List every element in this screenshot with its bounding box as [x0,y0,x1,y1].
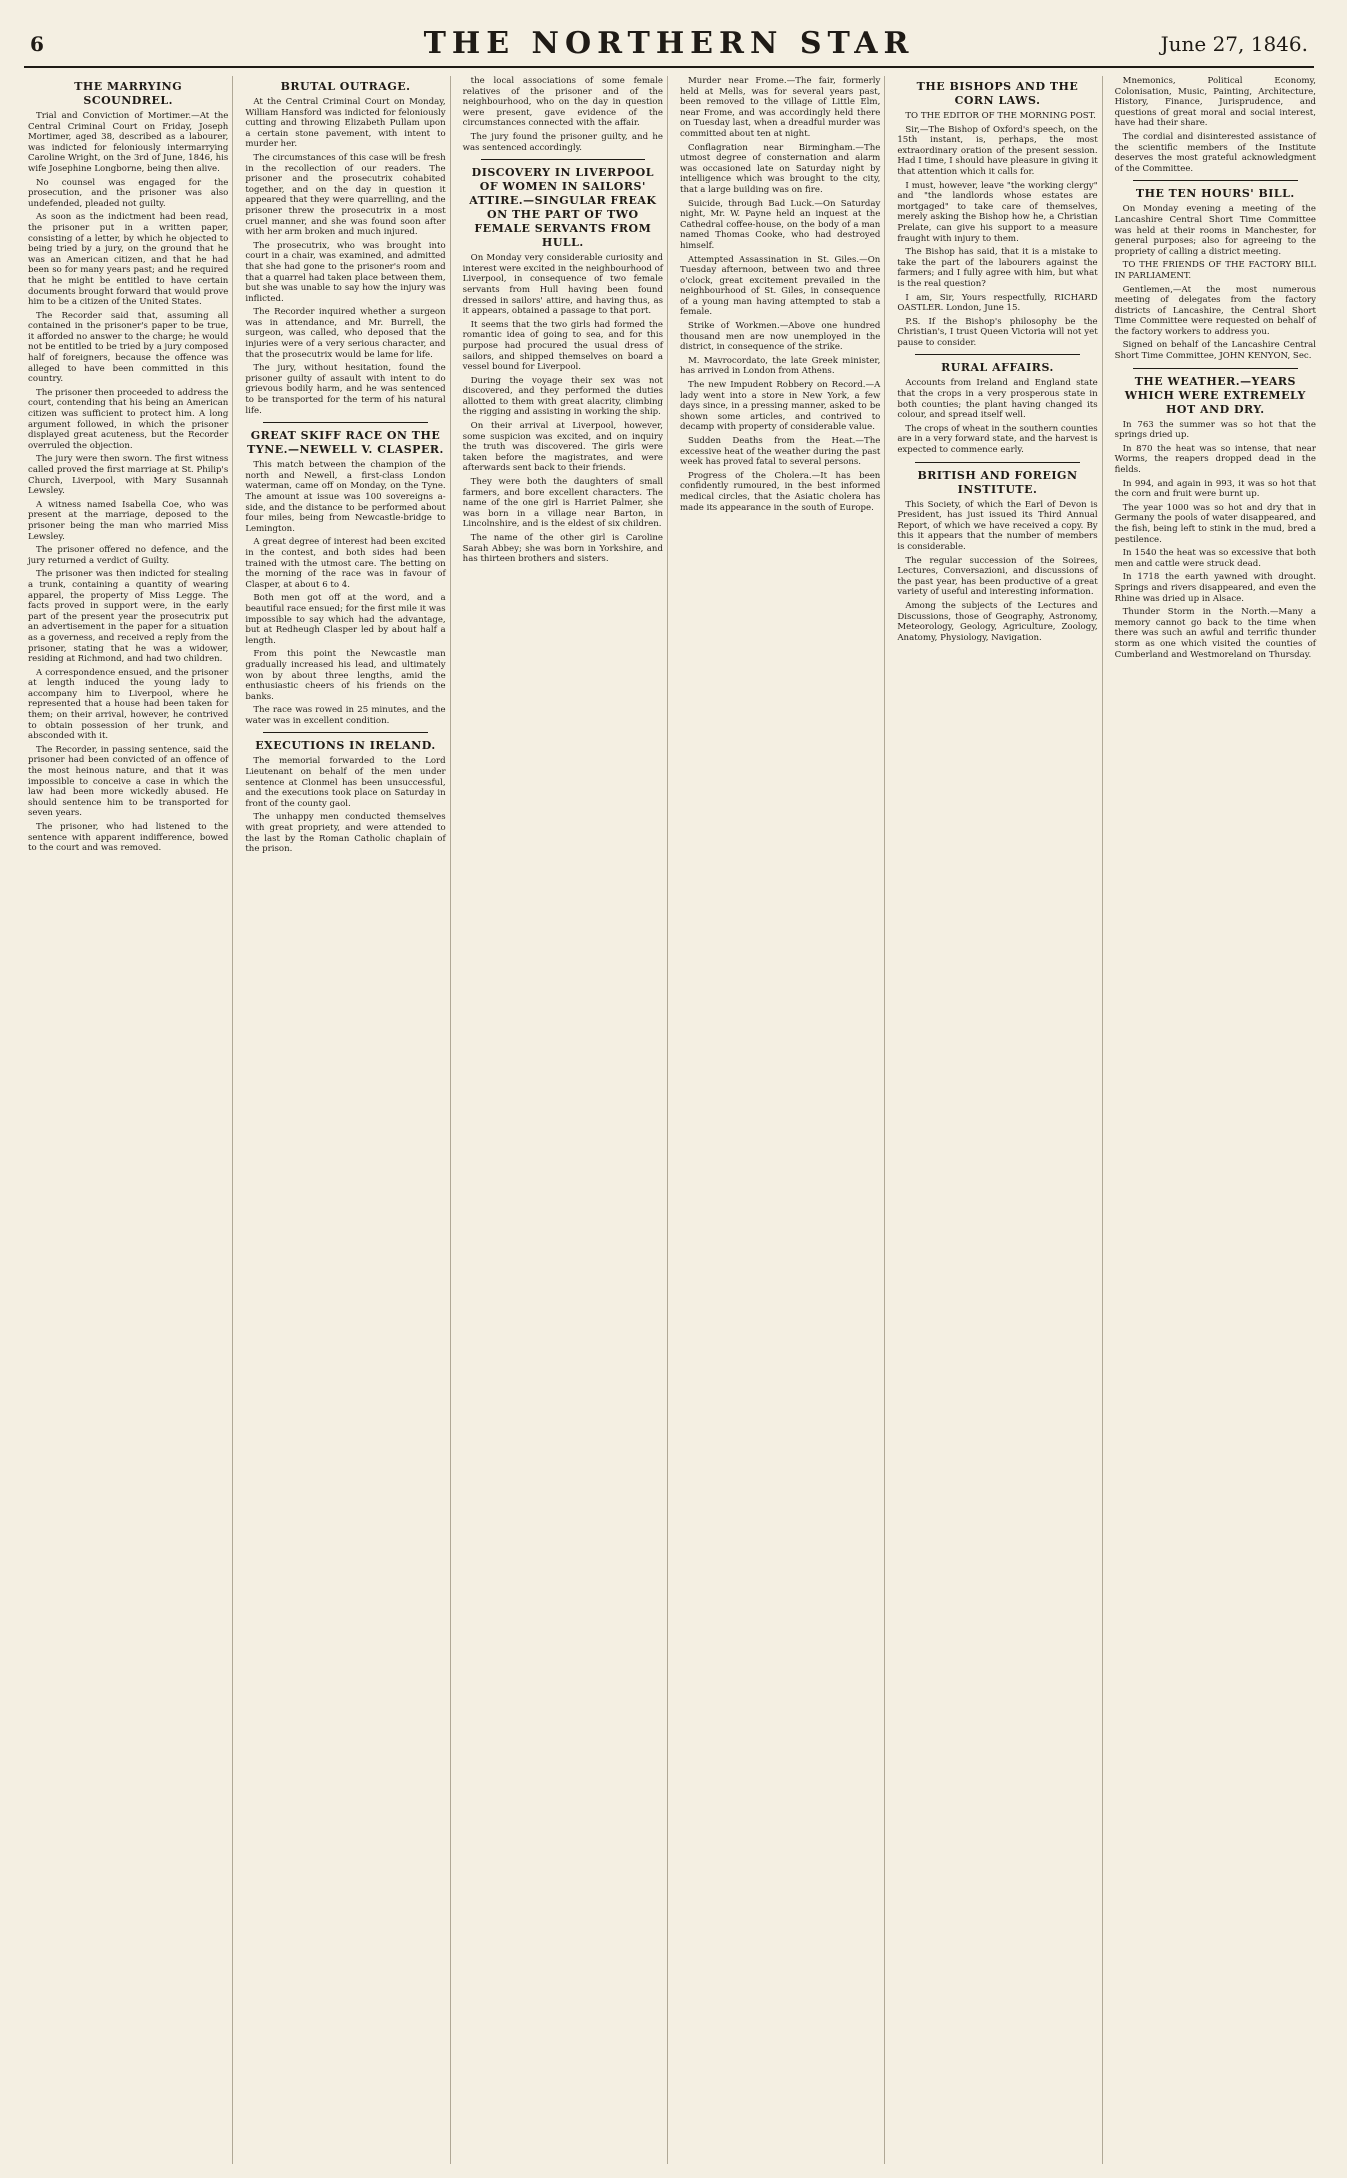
article-paragraph: The circumstances of this case will be fresh in the recollection of our readers. The prisoner and the prosecutrix cohabited together, and on the day in question it appeared that they were quarrelling, and the prisoner threw the prosecutrix in a most cruel manner, and she was found soon after with her arm broken and much injured. [245,152,446,238]
article-divider [1133,180,1298,181]
article-title: GREAT SKIFF RACE ON THE TYNE.—NEWELL V. CLASPER. [247,429,444,457]
page-number: 6 [30,32,44,56]
article-paragraph: This Society, of which the Earl of Devon is President, has just issued its Third Annual Report, of which we have received a copy. By this it appears that the number of members is considerable. [897,499,1098,552]
article-paragraph: The prisoner, who had listened to the sentence with apparent indifference, bowed to the court and was removed. [28,822,229,854]
article-title: THE WEATHER.—YEARS WHICH WERE EXTREMELY HOT AND DRY. [1124,374,1306,416]
article-paragraph: The jury, without hesitation, found the prisoner guilty of assault with intent to do grievous bodily harm, and he was sentenced to be transported for the term of his natural life. [245,363,446,416]
article-paragraph: A correspondence ensued, and the prisoner at length induced the young lady to accompany him to Liverpool, where he represented that a house had been taken for them; on their arrival, however, he contrived to obtain possession of her trunk, and absconded with it. [28,667,229,742]
article-paragraph: I must, however, leave "the working clergy" and "the landlords whose estates are mortgaged" to take care of themselves, merely asking the Bishop how he, a Christian Prelate, can give his support to a measure fraught with injury to them. [897,180,1098,244]
article-paragraph: Attempted Assassination in St. Giles.—On Tuesday afternoon, between two and three o'clock, great excitement prevailed in the neighbourhood of St. Giles, in consequence of a young man having attempted to stab a female. [679,254,881,318]
article-title: THE TEN HOURS' BILL. [1135,187,1295,201]
article-paragraph: The Recorder, in passing sentence, said the prisoner had been convicted of an offence of the most heinous nature, and that it was impossible to conceive a case in which the law had been more wickedly abused. He should sentence him to be transported for seven years. [28,744,229,819]
article-paragraph: At the Central Criminal Court on Monday, William Hansford was indicted for feloniously cutting and throwing Elizabeth Pullam upon a certain stone pavement, with intent to murder her. [245,97,446,150]
columns-container [24,76,1320,2164]
article-paragraph: Both men got off at the word, and a beautiful race ensued; for the first mile it was impossible to say which had the advantage, but at Redheugh Clasper led by about half a length. [245,593,446,646]
article-divider [263,732,427,733]
article-paragraph: No counsel was engaged for the prosecution, and the prisoner was also undefended, pleaded not guilty. [28,177,229,209]
article-paragraph: The crops of wheat in the southern counties are in a very forward state, and the harvest is expected to commence early. [897,423,1098,456]
article-paragraph: As soon as the indictment had been read, the prisoner put in a written paper, consisting of a letter, by which he objected to being tried by a jury, on the ground that he was an American citizen, and that he had been so for many years past; and he required that he might be entitled to have certain documents brought forward that would prove him to be a citizen of the United States. [28,212,229,308]
article-paragraph: In 870 the heat was so intense, that near Worms, the reapers dropped dead in the fields. [1114,443,1316,476]
article-paragraph: The regular succession of the Soirees, Lectures, Conversazioni, and discussions of the past year, has been productive of a great variety of useful and interesting information. [897,555,1098,598]
article-title: BRITISH AND FOREIGN INSTITUTE. [917,468,1078,496]
article-divider [263,422,427,423]
article-paragraph: The jury were then sworn. The first witness called proved the first marriage at St. Philip's Church, Liverpool, with Mary Susannah Lewsley. [28,454,229,497]
article-paragraph: The Recorder inquired whether a surgeon was in attendance, and Mr. Burrell, the surgeon, was called, who deposed that the injuries were of a very serious character, and that the prosecutrix would be lame for life. [245,307,446,360]
article-paragraph: From this point the Newcastle man gradually increased his lead, and ultimately won by about three lengths, amid the enthusiastic cheers of his friends on the banks. [245,649,446,702]
newspaper-title: THE NORTHERN STAR [423,26,915,61]
article-paragraph: The cordial and disinterested assistance of the scientific members of the Institute deserves the most grateful acknowledgment of the Committee. [1114,131,1316,174]
article-paragraph: The Bishop has said, that it is a mistake to take the part of the labourers against the farmers; and I fully agree with him, but what is the real question? [897,247,1098,289]
article-paragraph: The prisoner was then indicted for stealing a trunk, containing a quantity of wearing apparel, the property of Miss Legge. The facts proved in support were, in the early part of the present year the prosecutrix put an advertisement in the paper for a situation as a governess, and received a reply from the prisoner, stating that he was a widower, residing at Richmond, and had two children. [28,569,229,665]
article-paragraph: the local associations of some female relatives of the prisoner and of the neighbourhood, who on the day in question were present, gave evidence of the circumstances connected with the affair. [462,76,663,129]
issue-date: June 27, 1846. [1160,32,1308,56]
article-paragraph: The year 1000 was so hot and dry that in Germany the pools of water disappeared, and the fish, being left to stink in the mud, bred a pestilence. [1114,502,1316,545]
article-paragraph: On Monday evening a meeting of the Lancashire Central Short Time Committee was held at their rooms in Manchester, for general purposes; also for agreeing to the propriety of calling a district meeting. [1114,204,1316,257]
article-paragraph: Suicide, through Bad Luck.—On Saturday night, Mr. W. Payne held an inquest at the Cathedral coffee-house, on the body of a man named Thomas Cooke, who had destroyed himself. [679,198,881,251]
article-title: RURAL AFFAIRS. [941,361,1054,375]
article-paragraph: The memorial forwarded to the Lord Lieutenant on behalf of the men under sentence at Clonmel has been unsuccessful, and the executions took place on Saturday in front of the county gaol. [245,756,446,809]
article-paragraph: On Monday very considerable curiosity and interest were excited in the neighbourhood of Liverpool, in consequence of two female servants from Hull having been found dressed in sailors' attire, and having thus, as it appears, obtained a passage to that port. [462,253,663,317]
article-paragraph: A great degree of interest had been excited in the contest, and both sides had been trained with the utmost care. The betting on the morning of the race was in favour of Clasper, at about 6 to 4. [245,537,446,590]
article-paragraph: The prisoner offered no defence, and the jury returned a verdict of Guilty. [28,545,229,566]
article-paragraph: TO THE FRIENDS OF THE FACTORY BILL IN PARLIAMENT. [1114,260,1316,281]
article-paragraph: The prosecutrix, who was brought into court in a chair, was examined, and admitted that she had gone to the prisoner's room and that a quarrel had taken place between them, but she was unable to say how the injury was inflicted. [245,240,446,304]
article-paragraph: The name of the other girl is Caroline Sarah Abbey; she was born in Yorkshire, and has thirteen brothers and sisters. [462,533,663,565]
column-4 [676,76,885,2164]
article-paragraph: The race was rowed in 25 minutes, and the water was in excellent condition. [245,705,446,726]
article-paragraph: Trial and Conviction of Mortimer.—At the Central Criminal Court on Friday, Joseph Mortimer, aged 38, described as a labourer, was indicted for feloniously intermarrying Caroline Wright, on the 3rd of June, 1846, his wife Josephine Longborne, being then alive. [28,111,229,174]
article-divider [481,159,645,160]
article-paragraph: Signed on behalf of the Lancashire Central Short Time Committee, JOHN KENYON, Sec. [1114,340,1316,362]
article-paragraph: Sudden Deaths from the Heat.—The excessive heat of the weather during the past week has proved fatal to several persons. [679,436,881,468]
article-title: DISCOVERY IN LIVERPOOL OF WOMEN IN SAILORS' ATTIRE.—SINGULAR FREAK ON THE PART OF TWO FEMALE SERVANTS FROM HULL. [469,166,657,250]
article-paragraph: M. Mavrocordato, the late Greek minister, has arrived in London from Athens. [679,355,881,377]
column-2 [241,76,450,2164]
article-paragraph: They were both the daughters of small farmers, and bore excellent characters. The name of the one girl is Harriet Palmer, she was born in a village near Barton, in Lincolnshire, and is the eldest of six children. [462,477,663,530]
article-paragraph: Accounts from Ireland and England state that the crops in a very prosperous state in both counties; the plant having changed its colour, and spread itself well. [897,378,1098,421]
article-paragraph: The prisoner then proceeded to address the court, contending that his being an American citizen was sufficient to protect him. A long argument followed, in which the prisoner displayed great acuteness, but the Recorder overruled the objection. [28,387,229,451]
article-paragraph: It seems that the two girls had formed the romantic idea of going to sea, and for this purpose had procured the usual dress of sailors, and shipped themselves on board a vessel bound for Liverpool. [462,319,663,373]
article-paragraph: Among the subjects of the Lectures and Discussions, those of Geography, Astronomy, Meteorology, Geology, Agriculture, Zoology, Anatomy, Physiology, Navigation. [897,600,1098,643]
article-divider [915,462,1079,463]
article-paragraph: In 763 the summer was so hot that the springs dried up. [1114,419,1316,441]
article-paragraph: This match between the champion of the north and Newell, a first-class London waterman, came off on Monday, on the Tyne. The amount at issue was 100 sovereigns a-side, and the distance to be performed about four miles, being from Newcastle-bridge to Lemington. [245,460,446,534]
article-paragraph: I am, Sir, Yours respectfully, RICHARD OASTLER. London, June 15. [897,292,1098,314]
article-paragraph: Conflagration near Birmingham.—The utmost degree of consternation and alarm was occasioned late on Saturday night by intelligence which was brought to the city, that a large building was on fire. [679,142,881,195]
column-5 [893,76,1102,2164]
article-paragraph: Gentlemen,—At the most numerous meeting of delegates from the factory districts of Lancashire, the Central Short Time Committee were requested on behalf of the factory workers to address you. [1114,284,1316,337]
article-paragraph: The Recorder said that, assuming all contained in the prisoner's paper to be true, it afforded no answer to the charge; he would not be entitled to be tried by a jury composed half of foreigners, because the offence was alleged to have been committed in this country. [28,310,229,385]
article-paragraph: P.S. If the Bishop's philosophy be the Christian's, I trust Queen Victoria will not yet pause to consider. [897,316,1098,348]
masthead [24,22,1314,68]
article-paragraph: The new Impudent Robbery on Record.—A lady went into a store in New York, a few days since, in a pressing manner, asked to be shown some articles, and contrived to decamp with property of considerable value. [679,380,881,433]
article-paragraph: Thunder Storm in the North.—Many a memory cannot go back to the time when there was such an awful and terrific thunder storm as one which visited the counties of Cumberland and Westmoreland on Thursday. [1114,607,1316,660]
article-paragraph: The jury found the prisoner guilty, and he was sentenced accordingly. [462,131,663,153]
article-title: EXECUTIONS IN IRELAND. [255,739,436,753]
article-paragraph: Sir,—The Bishop of Oxford's speech, on the 15th instant, is, perhaps, the most extraordinary oration of the present session. Had I time, I should have pleasure in giving it that attention which it calls for. [897,124,1098,177]
article-paragraph: Murder near Frome.—The fair, formerly held at Mells, was for several years past, been removed to the village of Little Elm, near Frome, and was accordingly held there on Tuesday last, when a dreadful murder was committed about ten at night. [679,76,881,139]
article-paragraph: The unhappy men conducted themselves with great propriety, and were attended to the last by the Roman Catholic chaplain of the prison. [245,812,446,855]
article-paragraph: In 1718 the earth yawned with drought. Springs and rivers disappeared, and even the Rhine was dried up in Alsace. [1114,572,1316,604]
article-paragraph: Strike of Workmen.—Above one hundred thousand men are now unemployed in the district, in consequence of the strike. [679,321,881,353]
article-title: BRUTAL OUTRAGE. [280,80,411,93]
article-paragraph: In 994, and again in 993, it was so hot that the corn and fruit were burnt up. [1114,478,1316,500]
article-title: THE BISHOPS AND THE CORN LAWS. [916,80,1079,107]
article-paragraph: TO THE EDITOR OF THE MORNING POST. [905,111,1096,121]
column-3 [459,76,668,2164]
article-divider [915,354,1079,355]
article-paragraph: Progress of the Cholera.—It has been confidently rumoured, in the best informed medical circles, that the Asiatic cholera has made its appearance in the south of Europe. [679,470,881,513]
article-title: THE MARRYING SCOUNDREL. [74,80,183,107]
article-paragraph: On their arrival at Liverpool, however, some suspicion was excited, and on inquiry the truth was discovered. The girls were taken before the magistrates, and were afterwards sent back to their friends. [462,421,663,474]
article-paragraph: A witness named Isabella Coe, who was present at the marriage, deposed to the prisoner being the man who married Miss Lewsley. [28,499,229,542]
article-paragraph: Mnemonics, Political Economy, Colonisation, Music, Painting, Architecture, History, Finance, Jurisprudence, and questions of great moral and social interest, have had their share. [1114,76,1316,129]
column-1 [24,76,233,2164]
article-paragraph: During the voyage their sex was not discovered, and they performed the duties allotted to them with great alacrity, climbing the rigging and assisting in working the ship. [462,375,663,418]
article-paragraph: In 1540 the heat was so excessive that both men and cattle were struck dead. [1114,548,1316,569]
article-divider [1133,368,1298,369]
column-6 [1111,76,1320,2164]
